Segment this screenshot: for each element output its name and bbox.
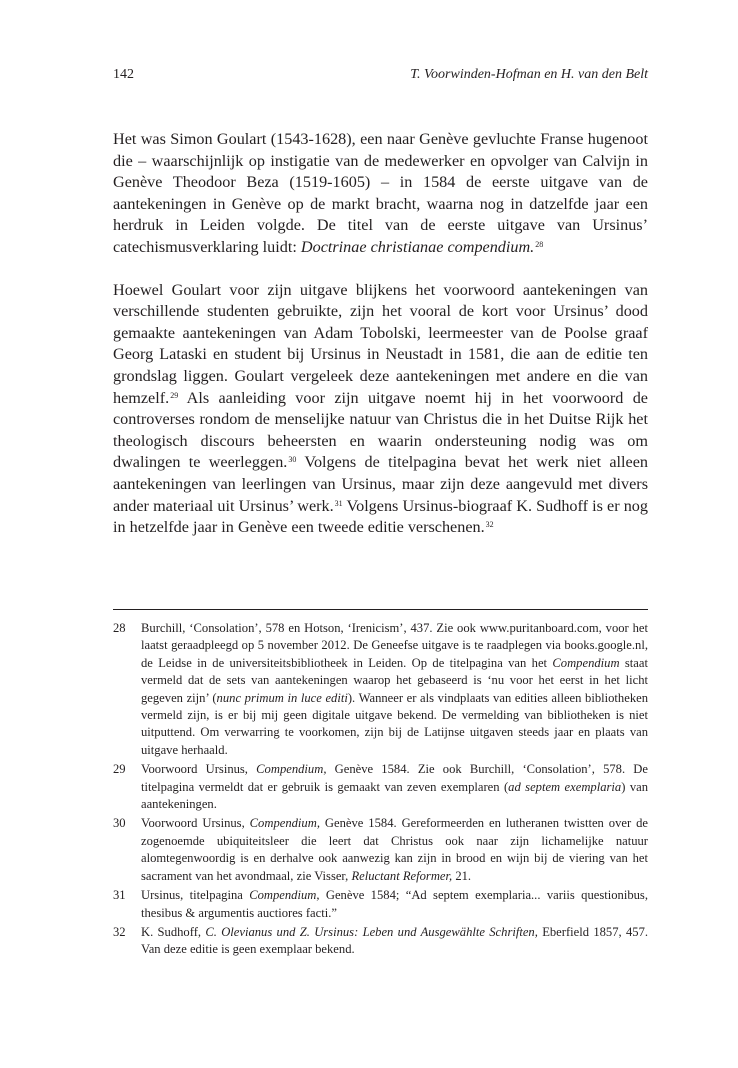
footnote-text: 21. (452, 868, 472, 883)
paragraph-2-text-d: Volgens Ursinus-biograaf K. Sudhoff is er nog in hetzelfde jaar in Genève een tweede editie verschenen. (113, 496, 648, 537)
running-head: T. Voorwinden-Hofman en H. van den Belt (410, 67, 648, 82)
paragraph-2 (113, 280, 648, 539)
footnote-28 (113, 620, 648, 759)
footnote-text: Burchill, ‘Consolation’, 578 en Hotson, ‘Irenicism’, 437. Zie ook www.puritanboard.com, voor het laatst geraadpleegd op 5 november 2012. De Geneefse uitgave is te raadplegen via books.google.nl, de Leidse in de universiteitsbibliotheek in Leiden. Op de titelpagina van het (141, 621, 648, 670)
footnote-text: K. Sudhoff, (141, 924, 206, 939)
footnote-ref-31[interactable]: 31 (334, 498, 343, 508)
book-title: Doctrinae christianae compendium. (300, 237, 535, 256)
paragraph-2-text-a: Hoewel Goulart voor zijn uitgave blijkens het voorwoord aantekeningen van verschillende studenten gebruikte, zijn het vooral de kort voor Ursinus’ dood gemaakte aantekeningen van Adam Tobolski, leermeester van de Poolse graaf Georg Lataski en student bij Ursinus in Neustadt in 1581, die aan de editie ten grondslag liggen. Goulart vergeleek deze aantekeningen met andere en die van hemzelf. (113, 280, 648, 407)
paragraph-1-text: Het was Simon Goulart (1543-1628), een naar Genève gevluchte Franse hugenoot die – waarschijnlijk op instigatie van de medewerker en opvolger van Calvijn in Genève Theodoor Beza (1519-1605) – in 1584 de eerste uitgave van de aantekeningen in Genève op de markt bracht, waarna nog in datzelfde jaar een herdruk in Leiden volgde. De titel van de eerste uitgave van Ursinus’ catechismusverklaring luidt: (113, 130, 648, 256)
footnote-number: 30 (113, 816, 126, 831)
footnote-number: 32 (113, 924, 126, 939)
paragraph-2-text-b: Als aanleiding voor zijn uitgave noemt hij in het voorwoord de controverses rondom de menselijke natuur van Christus die in het Duitse Rijk het theologisch discours beheersten en waarin ondersteuning nodig was om dwalingen te weerleggen. (113, 388, 648, 472)
footnote-number: 28 (113, 621, 126, 635)
footnote-italic: Compendium, (256, 762, 327, 777)
footnote-number: 29 (113, 762, 126, 777)
footnote-divider (113, 609, 648, 610)
footnote-italic: Reluctant Reformer, (351, 868, 453, 883)
footnote-29 (113, 761, 648, 813)
footnote-32 (113, 924, 648, 959)
footnote-text: Voorwoord Ursinus, (141, 816, 250, 831)
paragraph-2-text-c: Volgens de titelpagina bevat het werk niet alleen aantekeningen van leerlingen van Ursinus, maar zijn deze aangevuld met divers ander materiaal uit Ursinus’ werk. (113, 453, 649, 515)
main-text (113, 129, 648, 539)
footnote-text: Ursinus, titelpagina (141, 888, 250, 903)
footnote-text: ) van aantekeningen. (141, 779, 649, 812)
footnote-text: staat vermeld dat de sets van aantekeningen waarop het gebaseerd is ‘nu voor het eerst in het licht gegeven zijn’ ( (141, 655, 648, 705)
page-header (113, 64, 648, 86)
footnote-text: Genève 1584; “Ad septem exemplaria... variis questionibus, thesibus & argumentis auctiores facti.” (141, 888, 648, 920)
footnote-italic: Compendium (552, 655, 620, 670)
footnote-ref-30[interactable]: 30 (288, 455, 297, 465)
footnote-italic: ad septem exemplaria (508, 779, 622, 794)
footnote-ref-29[interactable]: 29 (170, 390, 179, 400)
footnote-text: Eberfield 1857, 457. Van deze editie is geen exemplaar bekend. (141, 924, 649, 957)
footnote-italic: nunc primum in luce editi (216, 690, 348, 705)
paragraph-1 (113, 129, 648, 259)
footnote-text: Genève 1584. Gereformeerden en lutheranen twistten over de zogenoemde ubiquiteitsleer die leert dat Christus ook naar zijn lichamelijke natuur alomtegenwoordig is en derhalve ook aanwezig kan zijn in brood en wijn bij de viering van het sacrament van het avondmaal, zie Visser, (141, 816, 648, 883)
footnote-text: ). Wanneer er als vindplaats van edities alleen bibliotheken vermeld zijn, is er bij mij geen digitale uitgave bekend. De vermelding van bibliotheken is niet uitputtend. Om verwarring te voorkomen, zijn bij de Latijnse uitgaven steeds jaar en plaats van uitgave herhaald. (141, 690, 648, 757)
page-number: 142 (113, 67, 134, 82)
footnote-text: Genève 1584. Zie ook Burchill, ‘Consolation’, 578. De titelpagina vermeldt dat er gebruik is gemaakt van zeven exemplaren ( (141, 762, 648, 794)
footnote-ref-28[interactable]: 28 (535, 239, 544, 249)
footnote-italic: C. Olevianus und Z. Ursinus: Leben und Ausgewählte Schriften, (205, 924, 538, 939)
footnote-italic: Compendium, (249, 816, 320, 831)
footnote-italic: Compendium, (249, 888, 320, 903)
footnote-31 (113, 887, 648, 922)
footnote-text: Voorwoord Ursinus, (141, 762, 257, 777)
footnote-30 (113, 815, 648, 885)
footnote-number: 31 (113, 888, 126, 903)
footnote-ref-32[interactable]: 32 (485, 520, 494, 530)
footnotes (113, 620, 648, 961)
